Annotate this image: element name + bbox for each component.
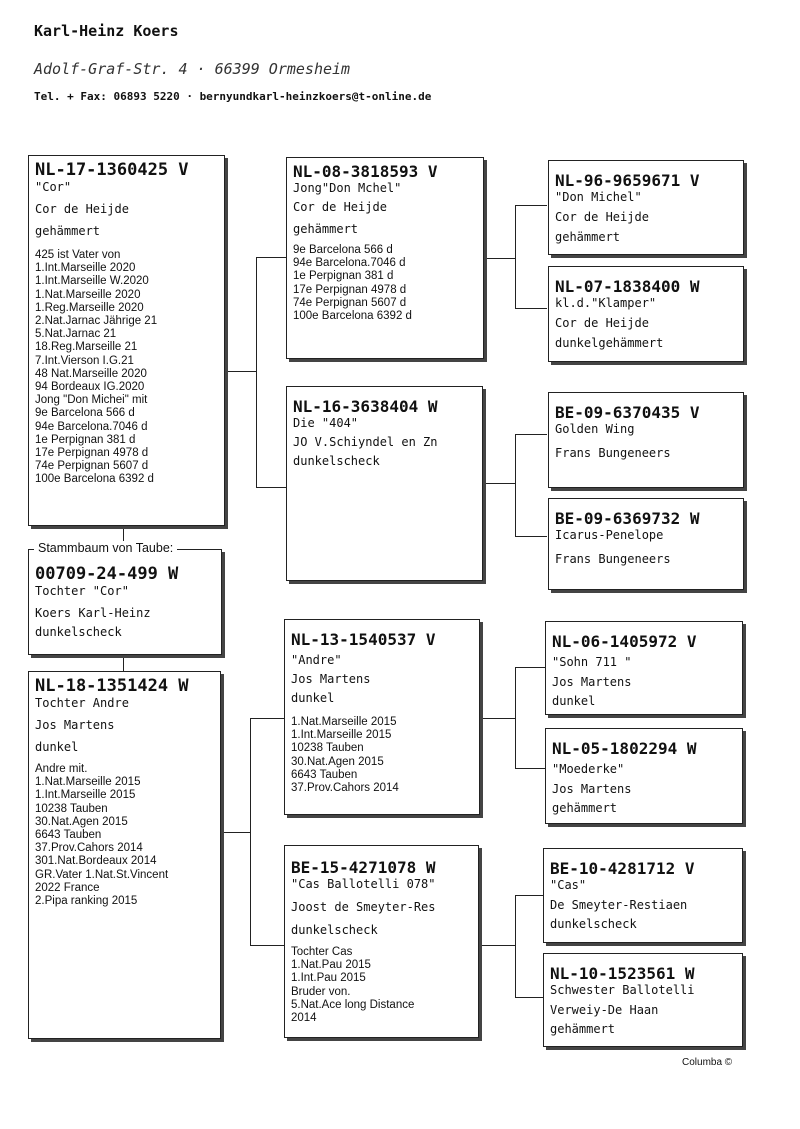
- paternal-grandfather-color: gehämmert: [293, 222, 359, 236]
- result-line: 1.Int.Marseille W.2020: [35, 275, 149, 288]
- paternal-grandfather-ring: NL-08-3818593 V: [293, 162, 438, 181]
- ggparent-owner: Frans Bungeneers: [555, 446, 671, 460]
- ggparent-card: [548, 392, 744, 488]
- result-line: 37.Prov.Cahors 2014: [291, 782, 399, 795]
- result-line: 1.Int.Marseille 2020: [35, 262, 136, 275]
- connector-line: [515, 536, 547, 537]
- subject-owner: Koers Karl-Heinz: [35, 606, 151, 620]
- result-line: GR.Vater 1.Nat.St.Vincent: [35, 868, 169, 881]
- connector-line: [256, 257, 286, 258]
- ggparent-card: [545, 728, 743, 824]
- maternal-grandmother-ring: BE-15-4271078 W: [291, 858, 436, 877]
- connector-line: [515, 205, 516, 309]
- footer-credit: Columba ©: [682, 1057, 733, 1068]
- breeder-contact: Tel. + Fax: 06893 5220 · bernyundkarl-heinzkoers@t-online.de: [34, 90, 432, 103]
- ggparent-color: gehämmert: [555, 230, 621, 244]
- result-line: 9e Barcelona 566 d: [293, 244, 393, 256]
- result-line: 1.Nat.Pau 2015: [291, 959, 371, 972]
- subject-ring-number: 00709-24-499 W: [35, 564, 179, 584]
- result-line: 10238 Tauben: [35, 802, 108, 815]
- result-line: 94e Barcelona.7046 d: [293, 257, 406, 270]
- connector-line: [483, 483, 516, 484]
- connector-line: [480, 718, 516, 719]
- breeder-address: Adolf-Graf-Str. 4 · 66399 Ormesheim: [34, 60, 351, 78]
- connector-line: [123, 655, 124, 672]
- paternal-grandmother-owner: JO V.Schiyndel en Zn: [293, 435, 438, 449]
- ggparent-owner: De Smeyter-Restiaen: [550, 898, 688, 912]
- connector-line: [256, 257, 257, 488]
- result-line: 74e Perpignan 5607 d: [35, 460, 149, 473]
- ggparent-ring: BE-09-6370435 V: [555, 403, 700, 422]
- mother-card: [28, 671, 221, 1039]
- ggparent-card: [548, 266, 744, 362]
- result-line: Jong "Don Michei" mit: [35, 394, 148, 407]
- connector-line: [515, 308, 547, 309]
- mother-color: dunkel: [35, 740, 79, 754]
- result-line: 301.Nat.Bordeaux 2014: [35, 855, 157, 868]
- ggparent-ring: NL-06-1405972 V: [552, 632, 697, 651]
- connector-line: [221, 832, 251, 833]
- mother-name: Tochter Andre: [35, 696, 129, 710]
- breeder-name: Karl-Heinz Koers: [34, 22, 179, 40]
- result-line: 2.Pipa ranking 2015: [35, 895, 138, 908]
- maternal-grandfather-name: "Andre": [291, 653, 342, 667]
- result-line: Bruder von.: [291, 985, 351, 998]
- ggparent-owner: Jos Martens: [552, 782, 632, 796]
- paternal-grandfather-owner: Cor de Heijde: [293, 200, 387, 214]
- ggparent-name: Schwester Ballotelli: [550, 983, 695, 997]
- connector-line: [515, 667, 545, 668]
- maternal-grandmother-name: "Cas Ballotelli 078": [291, 877, 436, 891]
- result-line: 1e Perpignan 381 d: [35, 433, 136, 446]
- father-name: "Cor": [35, 180, 72, 194]
- result-line: 17e Perpignan 4978 d: [35, 447, 149, 460]
- father-color: gehämmert: [35, 224, 101, 238]
- connector-line: [250, 718, 284, 719]
- father-card: [28, 155, 225, 526]
- result-line: 100e Barcelona 6392 d: [35, 473, 154, 486]
- maternal-grandmother-card: [284, 845, 479, 1038]
- maternal-grandfather-ring: NL-13-1540537 V: [291, 630, 436, 649]
- result-line: 17e Perpignan 4978 d: [293, 283, 407, 296]
- ggparent-ring: BE-09-6369732 W: [555, 509, 700, 528]
- result-line: 1.Int.Marseille 2015: [291, 729, 392, 742]
- result-line: 37.Prov.Cahors 2014: [35, 842, 143, 855]
- result-line: 6643 Tauben: [35, 829, 102, 842]
- connector-line: [515, 895, 543, 896]
- result-line: 74e Perpignan 5607 d: [293, 296, 407, 309]
- subject-color: dunkelscheck: [35, 625, 122, 639]
- mother-owner: Jos Martens: [35, 718, 115, 732]
- connector-line: [515, 667, 516, 769]
- ggparent-card: [548, 160, 744, 255]
- mother-ring-number: NL-18-1351424 W: [35, 676, 189, 696]
- paternal-grandmother-color: dunkelscheck: [293, 454, 380, 468]
- result-line: 1e Perpignan 381 d: [293, 270, 394, 283]
- ggparent-card: [548, 498, 744, 590]
- result-line: 2014: [291, 1012, 317, 1025]
- maternal-grandfather-card: [284, 619, 480, 815]
- connector-line: [515, 434, 547, 435]
- connector-line: [250, 945, 284, 946]
- ggparent-name: "Cas": [550, 878, 587, 892]
- ggparent-color: dunkel: [552, 694, 596, 708]
- maternal-grandmother-color: dunkelscheck: [291, 923, 378, 937]
- maternal-grandmother-owner: Joost de Smeyter-Res: [291, 900, 436, 914]
- ggparent-ring: NL-96-9659671 V: [555, 171, 700, 190]
- connector-line: [250, 718, 251, 946]
- result-line: 1.Int.Marseille 2015: [35, 789, 136, 802]
- result-line: 1.Reg.Marseille 2020: [35, 301, 144, 314]
- ggparent-ring: NL-10-1523561 W: [550, 964, 695, 983]
- result-line: 30.Nat.Agen 2015: [35, 815, 128, 828]
- result-line: 2022 France: [35, 881, 100, 894]
- result-line: 5.Nat.Jarnac 21: [35, 328, 117, 341]
- result-line: 1.Nat.Marseille 2015: [291, 716, 397, 728]
- connector-line: [515, 434, 516, 537]
- paternal-grandfather-card: [286, 157, 484, 359]
- connector-line: [484, 258, 516, 259]
- ggparent-name: kl.d."Klamper": [555, 296, 657, 310]
- ggparent-color: dunkelscheck: [550, 917, 637, 931]
- father-owner: Cor de Heijde: [35, 202, 129, 216]
- subject-card: [28, 549, 222, 655]
- result-line: Andre mit.: [35, 763, 88, 775]
- ggparent-card: [543, 848, 743, 943]
- paternal-grandmother-name: Die "404": [293, 416, 359, 430]
- result-line: Tochter Cas: [291, 946, 353, 958]
- result-line: 6643 Tauben: [291, 768, 358, 781]
- ggparent-owner: Jos Martens: [552, 675, 632, 689]
- result-line: 94e Barcelona.7046 d: [35, 420, 148, 433]
- connector-line: [515, 205, 547, 206]
- ggparent-name: Golden Wing: [555, 422, 635, 436]
- result-line: 7.Int.Vierson I.G.21: [35, 354, 134, 367]
- result-line: 100e Barcelona 6392 d: [293, 310, 412, 323]
- result-line: 9e Barcelona 566 d: [35, 407, 135, 420]
- subject-name: Tochter "Cor": [35, 584, 129, 598]
- ggparent-name: "Sohn 711 ": [552, 655, 632, 669]
- paternal-grandmother-ring: NL-16-3638404 W: [293, 397, 438, 416]
- result-line: 1.Int.Pau 2015: [291, 972, 366, 985]
- ggparent-owner: Frans Bungeneers: [555, 552, 671, 566]
- ggparent-name: Icarus-Penelope: [555, 528, 664, 542]
- result-line: 94 Bordeaux IG.2020: [35, 381, 145, 394]
- result-line: 1.Nat.Marseille 2020: [35, 288, 141, 301]
- pedigree-label: Stammbaum von Taube:: [34, 541, 177, 555]
- connector-line: [515, 997, 543, 998]
- result-line: 2.Nat.Jarnac Jährige 21: [35, 315, 158, 328]
- result-line: 1.Nat.Marseille 2015: [35, 776, 141, 789]
- result-line: 30.Nat.Agen 2015: [291, 755, 384, 768]
- result-line: 48 Nat.Marseille 2020: [35, 367, 147, 380]
- result-line: 18.Reg.Marseille 21: [35, 341, 138, 354]
- ggparent-card: [543, 953, 743, 1047]
- paternal-grandmother-card: [286, 386, 483, 581]
- ggparent-owner: Cor de Heijde: [555, 210, 649, 224]
- ggparent-name: "Don Michel": [555, 190, 642, 204]
- connector-line: [515, 768, 545, 769]
- maternal-grandfather-owner: Jos Martens: [291, 672, 371, 686]
- paternal-grandfather-name: Jong"Don Mchel": [293, 181, 402, 195]
- ggparent-owner: Cor de Heijde: [555, 316, 649, 330]
- ggparent-card: [545, 621, 743, 715]
- ggparent-name: "Moederke": [552, 762, 625, 776]
- ggparent-owner: Verweiy-De Haan: [550, 1003, 659, 1017]
- ggparent-color: gehämmert: [552, 801, 618, 815]
- maternal-grandfather-color: dunkel: [291, 691, 335, 705]
- connector-line: [256, 487, 286, 488]
- connector-line: [226, 371, 256, 372]
- connector-line: [515, 895, 516, 998]
- result-line: 5.Nat.Ace long Distance: [291, 998, 415, 1011]
- ggparent-ring: NL-05-1802294 W: [552, 739, 697, 758]
- ggparent-ring: NL-07-1838400 W: [555, 277, 700, 296]
- result-line: 10238 Tauben: [291, 742, 364, 755]
- ggparent-color: dunkelgehämmert: [555, 336, 664, 350]
- ggparent-ring: BE-10-4281712 V: [550, 859, 695, 878]
- ggparent-color: gehämmert: [550, 1022, 616, 1036]
- connector-line: [479, 945, 516, 946]
- father-ring-number: NL-17-1360425 V: [35, 160, 189, 180]
- result-line: 425 ist Vater von: [35, 249, 121, 261]
